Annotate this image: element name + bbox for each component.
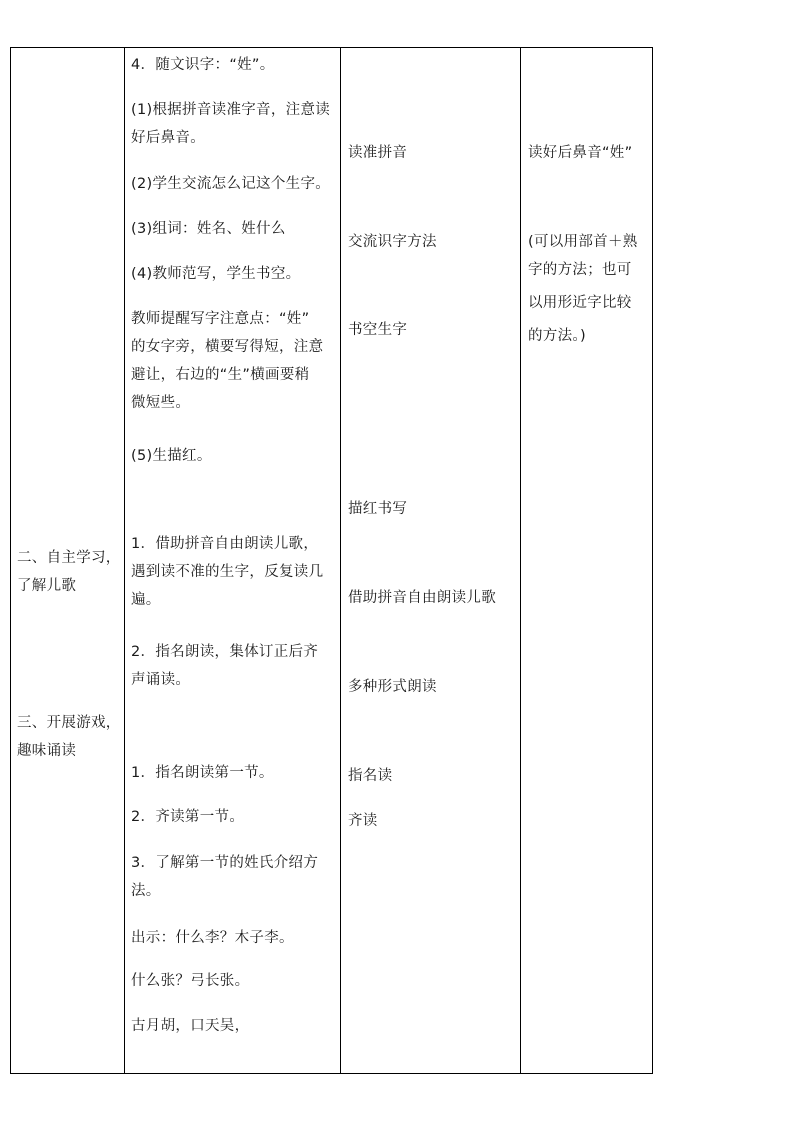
activity-line: 避让，右边的“生”横画要稍 bbox=[131, 367, 310, 383]
design-note: 以用形近字比较 bbox=[528, 295, 632, 311]
student-activity: 齐读 bbox=[348, 813, 378, 829]
activity-line: 2．齐读第一节。 bbox=[131, 809, 245, 825]
activity-line: 声诵读。 bbox=[131, 672, 191, 688]
activity-line: 1．借助拼音自由朗读儿歌， bbox=[131, 536, 319, 552]
student-activity: 指名读 bbox=[348, 768, 393, 784]
design-note: 的方法。) bbox=[528, 328, 586, 344]
activity-line: 遍。 bbox=[131, 592, 161, 608]
design-note: 读好后鼻音“姓” bbox=[528, 145, 633, 161]
activity-line: 3．了解第一节的姓氏介绍方 bbox=[131, 855, 319, 871]
student-activity: 多种形式朗读 bbox=[348, 679, 437, 695]
stage-2-title-cont: 了解儿歌 bbox=[17, 578, 77, 594]
stage-2-title: 二、自主学习， bbox=[17, 550, 121, 566]
stage-3-title: 三、开展游戏， bbox=[17, 715, 121, 731]
column-divider bbox=[520, 48, 521, 1073]
student-activity: 借助拼音自由朗读儿歌 bbox=[348, 590, 496, 606]
activity-line: (1)根据拼音读准字音，注意读 bbox=[131, 102, 331, 118]
activity-line: 出示：什么李？木子李。 bbox=[131, 930, 294, 946]
design-note: (可以用部首＋熟 bbox=[528, 234, 638, 250]
stage-3-title-cont: 趣味诵读 bbox=[17, 743, 77, 759]
activity-line: 2．指名朗读，集体订正后齐 bbox=[131, 644, 319, 660]
activity-line: 教师提醒写字注意点：“姓” bbox=[131, 311, 310, 327]
activity-line: 好后鼻音。 bbox=[131, 130, 205, 146]
activity-line: (5)生描红。 bbox=[131, 448, 212, 464]
activity-line: (4)教师范写，学生书空。 bbox=[131, 266, 301, 282]
activity-line: 古月胡，口天吴， bbox=[131, 1018, 250, 1034]
design-note: 字的方法；也可 bbox=[528, 262, 632, 278]
activity-line: 4．随文识字：“姓”。 bbox=[131, 57, 275, 73]
student-activity: 书空生字 bbox=[348, 322, 408, 338]
activity-line: 什么张？弓长张。 bbox=[131, 973, 250, 989]
activity-line: 法。 bbox=[131, 883, 161, 899]
activity-line: (2)学生交流怎么记这个生字。 bbox=[131, 176, 331, 192]
column-divider bbox=[124, 48, 125, 1073]
student-activity: 描红书写 bbox=[348, 501, 408, 517]
activity-line: (3)组词：姓名、姓什么 bbox=[131, 221, 286, 237]
activity-line: 的女字旁，横要写得短，注意 bbox=[131, 339, 324, 355]
student-activity: 交流识字方法 bbox=[348, 234, 437, 250]
activity-line: 1．指名朗读第一节。 bbox=[131, 765, 274, 781]
activity-line: 微短些。 bbox=[131, 395, 191, 411]
column-divider bbox=[340, 48, 341, 1073]
activity-line: 遇到读不准的生字，反复读几 bbox=[131, 564, 324, 580]
student-activity: 读准拼音 bbox=[348, 145, 408, 161]
